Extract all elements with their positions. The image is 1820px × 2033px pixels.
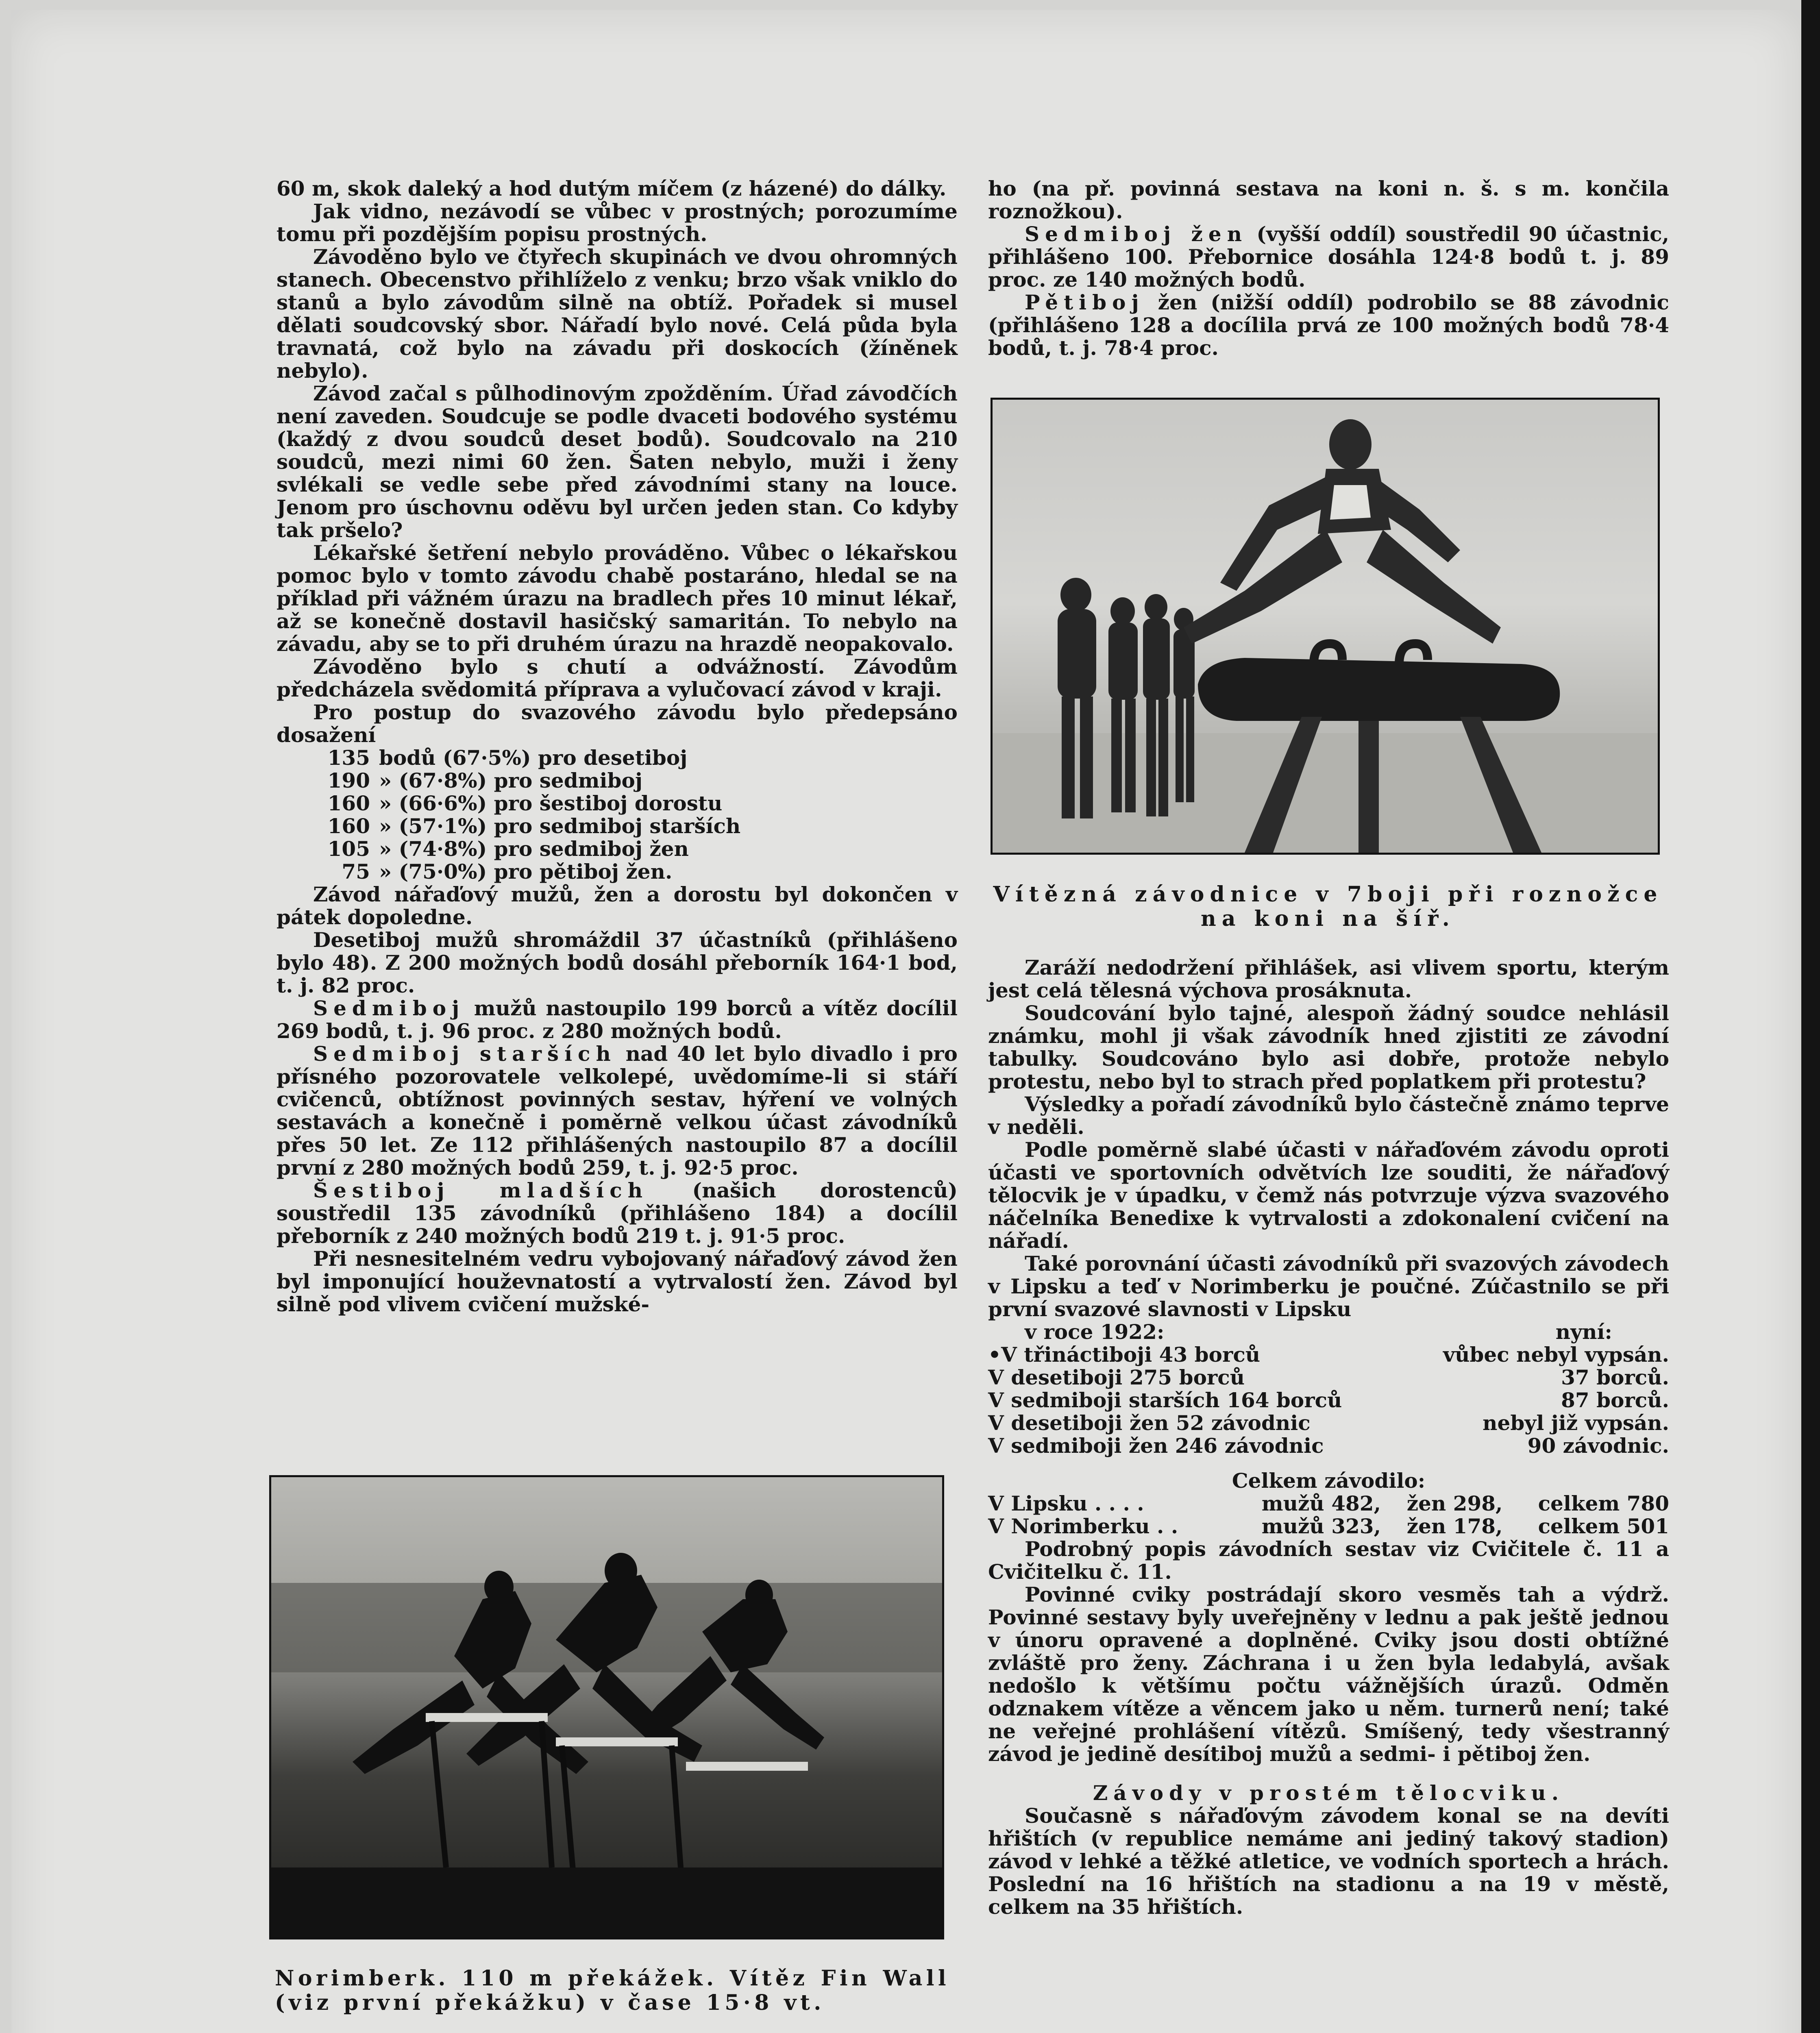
paragraph: Lékařské šetření nebylo prováděno. Vůbec o lékařskou pomoc bylo v tomto závodu chabě postaráno, hledal se na příklad při vážném úrazu na bradlech přes 10 minut lékař, až se konečně dostavil hasičský samaritán. To nebylo na závadu, aby se to při druhém úrazu na hrazdě neopakovalo.	[276, 541, 958, 656]
list-item: 75 » (75·0%) pro pětiboj žen.	[342, 860, 673, 884]
paragraph: Sedmiboj starších nad 40 let bylo divadlo i pro přísného pozorovatele velkolepé, uvědomíme-li si stáří cvičenců, obtížnost povinných sestav, hýření ve volných sestavách a konečně i poměrně velkou účast závodníků přes 50 let. Ze 112 přihlášených nastoupilo 87 a docílil první z 280 možných bodů 259, t. j. 92·5 proc.	[276, 1042, 958, 1180]
paragraph: Také porovnání účasti závodníků při svazových závodech v Lipsku a teď v Norimberku je poučné. Zúčastnilo se při první svazové slavnosti v Lipsku	[988, 1252, 1669, 1321]
paragraph: Povinné cviky postrádají skoro vesměs tah a výdrž. Povinné sestavy byly uveřejněny v lednu a pak ještě jednou v únoru opravené a doplněné. Cviky jsou dosti obtížné zvláště pro ženy. Záchrana i u žen byla ledabylá, avšak nedošlo k většímu počtu vážnějších úrazů. Odměn odznakem vítěze a věncem jako u něm. turnerů není; také ne veřejné prohlášení vítězů. Smíšený, tedy všestranný závod je jedině desítiboj mužů a sedmi- i pětiboj žen.	[988, 1582, 1669, 1766]
paragraph: Závoděno bylo s chutí a odvážností. Závodům předcházela svědomitá příprava a vylučovací závod v kraji.	[276, 655, 958, 701]
table-row: •V třináctiboji 43 borců vůbec nebyl vypsán.	[988, 1343, 1669, 1367]
spaced-term: Sedmiboj starších	[313, 1042, 616, 1066]
requirements-list	[276, 747, 958, 883]
right-column-lower	[988, 956, 1669, 1918]
totals-table	[988, 1492, 1669, 1538]
list-item: 135 bodů (67·5%) pro desetiboj	[327, 746, 688, 770]
paragraph: Sedmiboj mužů nastoupilo 199 borců a vítěz docílil 269 bodů, t. j. 96 proc. z 280 možných bodů.	[276, 996, 958, 1043]
spaced-term: Pětiboj	[1025, 290, 1145, 314]
right-column	[988, 177, 1669, 359]
paragraph: ho (na př. povinná sestava na koni n. š. s m. končila roznožkou).	[988, 176, 1669, 223]
paragraph: Pro postup do svazového závodu bylo předepsáno dosažení	[276, 700, 958, 747]
subheading: Celkem závodilo:	[1232, 1469, 1426, 1493]
paragraph: Závoděno bylo ve čtyřech skupinách ve dvou ohromných stanech. Obecenstvo přihlíželo z venku; brzo však vniklo do stanů a bylo závodům silně na obtíž. Pořadek si musel dělati soudcovský sbor. Nářadí bylo nové. Celá půda byla travnatá, což bylo na závadu při doskocích (žíněnek nebylo).	[276, 245, 958, 383]
paragraph: Současně s nářaďovým závodem konal se na devíti hřištích (v republice nemáme ani jediný takový stadion) závod v lehké a těžké atletice, ve vodních sportech a hrách. Poslední na 16 hřištích na stadionu a na 19 v městě, celkem na 35 hřištích.	[988, 1804, 1669, 1919]
table-row: V Norimberku . . mužů 323, žen 178, celkem 501	[988, 1514, 1669, 1538]
table-header: v roce 1922:	[1025, 1320, 1165, 1344]
list-item: 160 » (66·6%) pro šestiboj dorostu	[327, 791, 723, 815]
table-header-row	[988, 1321, 1669, 1343]
left-column	[276, 177, 958, 1316]
photo-pommel-horse	[991, 398, 1660, 855]
table-row: V sedmiboji žen 246 závodnic 90 závodnic.	[988, 1434, 1669, 1458]
table-row: V Lipsku . . . . mužů 482, žen 298, celkem 780	[988, 1491, 1669, 1515]
paragraph: Podrobný popis závodních sestav viz Cvičitele č. 11 a Cvičitelku č. 11.	[988, 1537, 1669, 1584]
table-row: V sedmiboji starších 164 borců 87 borců.	[988, 1388, 1669, 1412]
hurdles-illustration	[271, 1477, 942, 1937]
scan-edge-right	[1801, 0, 1820, 2033]
paragraph: Šestiboj mladších (našich dorostenců) soustředil 135 závodníků (přihlášeno 184) a docílil přeborník z 240 možných bodů 219 t. j. 91·5 proc.	[276, 1178, 958, 1248]
paragraph: Jak vidno, nezávodí se vůbec v prostných; porozumíme tomu při pozdějším popisu prostných.	[276, 199, 958, 246]
paragraph: Zaráží nedodržení přihlášek, asi vlivem sportu, kterým jest celá tělesná výchova prosáknuta.	[988, 956, 1669, 1002]
paragraph: 60 m, skok daleký a hod dutým míčem (z házené) do dálky.	[276, 176, 947, 200]
list-item: 190 » (67·8%) pro sedmiboj	[327, 768, 642, 792]
table-row: V desetiboji žen 52 závodnic nebyl již vypsán.	[988, 1411, 1669, 1435]
photo-hurdles	[269, 1475, 944, 1939]
spaced-term: Šestiboj mladších	[313, 1178, 649, 1202]
paragraph: Pětiboj žen (nižší oddíl) podrobilo se 88 závodnic (přihlášeno 128 a docílila prvá ze 100 možných bodů 78·4 bodů, t. j. 78·4 proc.	[988, 290, 1669, 360]
table-row: V desetiboji 275 borců 37 borců.	[988, 1365, 1669, 1389]
paragraph: Při nesnesitelném vedru vybojovaný nářaďový závod žen byl imponující houževnatostí a vytrvalostí žen. Závod byl silně pod vlivem cvičení mužské-	[276, 1247, 958, 1316]
list-item: 160 » (57·1%) pro sedmiboj starších	[327, 814, 741, 838]
paragraph: Desetiboj mužů shromáždil 37 účastníků (přihlášeno bylo 48). Z 200 možných bodů dosáhl přeborník 164·1 bod, t. j. 82 proc.	[276, 928, 958, 997]
paragraph: Soudcování bylo tajné, alespoň žádný soudce nehlásil známku, mohl ji však závodník hned zjistiti ze závodní tabulky. Soudcováno bylo asi dobře, protože nebylo protestu, nebo byl to strach před poplatkem při protestu?	[988, 1001, 1669, 1093]
comparison-table	[988, 1321, 1669, 1457]
paragraph: Podle poměrně slabé účasti v nářaďovém závodu oproti účasti ve sportovních odvětvích lze souditi, že nářaďový tělocvik je v úpadku, v čemž nás potvrzuje výzva svazového náčelníka Benedixe k vytrvalosti a zdokonalení cvičení na nářadí.	[988, 1138, 1669, 1253]
paragraph: Závod začal s půlhodinovým zpožděním. Úřad závodčích není zaveden. Soudcuje se podle dvaceti bodového systému (každý z dvou soudců deset bodů). Soudcovalo na 210 soudců, mezi nimi 60 žen. Šaten nebylo, muži i ženy svlékali se vedle sebe před závodními stany na louce. Jenom pro úschovnu oděvu byl určen jeden stan. Co kdyby tak pršelo?	[276, 381, 958, 542]
pommel-horse-illustration	[993, 400, 1658, 853]
table-header: nyní:	[1555, 1320, 1612, 1344]
photo-caption-pommel: Vítězná závodnice v 7boji při roznožce na koni na šíř.	[993, 882, 1663, 931]
paragraph: Výsledky a pořadí závodníků bylo částečně známo teprve v neděli.	[988, 1092, 1669, 1139]
paragraph: Závod nářaďový mužů, žen a dorostu byl dokončen v pátek dopoledne.	[276, 882, 958, 929]
spaced-term: Sedmiboj žen	[1025, 222, 1248, 246]
photo-caption-hurdles: Norimberk. 110 m překážek. Vítěz Fin Wall (viz první překážku) v čase 15·8 vt.	[275, 1966, 950, 2015]
spaced-term: Sedmiboj	[313, 996, 465, 1020]
paragraph: Sedmiboj žen (vyšší oddíl) soustředil 90 účastnic, přihlášeno 100. Přebornice dosáhla 124·8 bodů t. j. 89 proc. ze 140 možných bodů.	[988, 222, 1669, 292]
section-heading: Závody v prostém tělocviku.	[1093, 1781, 1565, 1805]
list-item: 105 » (74·8%) pro sedmiboj žen	[327, 837, 689, 861]
